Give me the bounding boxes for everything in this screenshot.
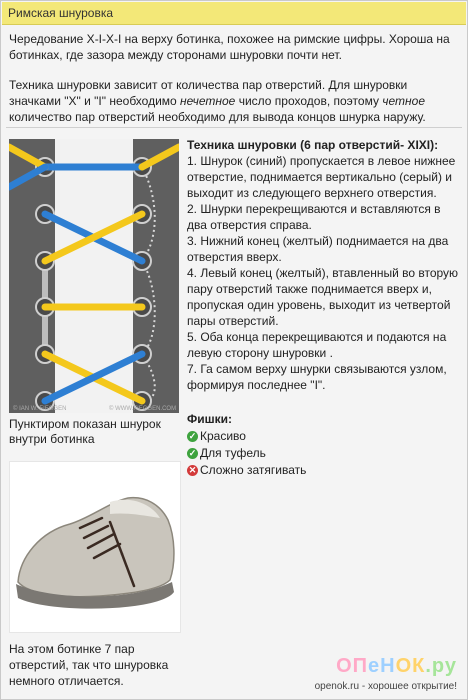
intro-paragraph-2 — [9, 77, 461, 125]
logo-part: .ру — [425, 655, 457, 677]
step-item: 7. Га самом верху шнурки связываются узлом, формируя последнее "I". — [187, 362, 447, 392]
check-icon: ✓ — [188, 448, 197, 458]
step-item: 2. Шнурки перекрещиваются и вставляются в два отверстия справа. — [187, 202, 441, 232]
blue-lace-end — [9, 167, 45, 187]
lacing-diagram-svg — [9, 139, 179, 413]
shoe-illustration — [10, 462, 180, 632]
features-heading: Фишки: — [187, 412, 232, 426]
step-item: 3. Нижний конец (желтый) поднимается на два отверстия вверх. — [187, 234, 449, 264]
step-item: 1. Шнурок (синий) пропускается в левое нижнее отверстие, поднимается вертикально (серый) и выходит из следующего верхнего отверстия. — [187, 154, 456, 200]
yellow-lace-end — [9, 147, 45, 167]
intro-p2-b: число проходов, поэтому — [235, 94, 383, 108]
intro-odd-word: нечетное — [180, 94, 236, 108]
photo-caption: На этом ботинке 7 пар отверстий, так что шнуровка немного отличается. — [9, 642, 169, 688]
lacing-steps — [187, 137, 463, 393]
page-title: Римская шнуровка — [8, 6, 114, 20]
steps-heading: Техника шнуровки (6 пар отверстий- XIXI): — [187, 138, 439, 152]
divider — [6, 127, 462, 128]
logo-part: ОК — [395, 655, 426, 677]
step-item: 5. Оба конца перекрещиваются и подаются на левую сторону шнуровки . — [187, 330, 447, 360]
dotted-caption: Пунктиром показан шнурок внутри ботинка — [9, 417, 161, 446]
shoe-gap — [55, 139, 133, 413]
intro-paragraph-1: Чередование X-I-X-I на верху ботинка, похожее на римские цифры. Хороша на ботинках, где зазора между сторонами шнуровки почти нет. — [9, 32, 450, 62]
feature-label: Красиво — [200, 429, 246, 443]
site-tagline[interactable]: openok.ru - хорошее открытие! — [314, 681, 457, 692]
step-item: 4. Левый конец (желтый), втавленный во вторую пару отверстий также поднимается вверх и, пропуская один уровень, выходит из четвертой пары отверстий. — [187, 266, 459, 328]
intro-even-word: четное — [382, 94, 425, 108]
feature-item — [187, 445, 463, 462]
logo-part: еН — [368, 655, 396, 677]
intro-p2-c: количество пар отверстий необходимо для вывода концов шнурка наружу. — [9, 110, 426, 124]
logo-part: ОП — [336, 655, 369, 677]
yellow-lace-end-right — [142, 147, 179, 167]
diagram-credit-left: © IAN W. FIEGGEN — [13, 406, 67, 412]
intro-text — [9, 31, 461, 139]
diagram-credit-right: © WWW.FIEGGEN.COM — [109, 406, 177, 412]
lacing-diagram — [9, 139, 179, 413]
title-bar — [2, 2, 466, 25]
hidden-lace-dotted — [142, 167, 155, 405]
feature-label: Для туфель — [200, 446, 266, 460]
feature-item — [187, 462, 463, 479]
feature-item — [187, 428, 463, 445]
check-icon: ✓ — [188, 431, 197, 441]
intro-p2-a: Техника шнуровки зависит от количества пар отверстий. Для шнуровки значками "X" и "I" необходимо — [9, 78, 408, 108]
features — [187, 411, 463, 479]
cross-icon: ✕ — [188, 465, 197, 475]
site-logo — [336, 655, 457, 678]
feature-label: Сложно затягивать — [200, 463, 307, 477]
shoe-photo — [9, 461, 181, 633]
eyelets-right — [133, 158, 151, 410]
